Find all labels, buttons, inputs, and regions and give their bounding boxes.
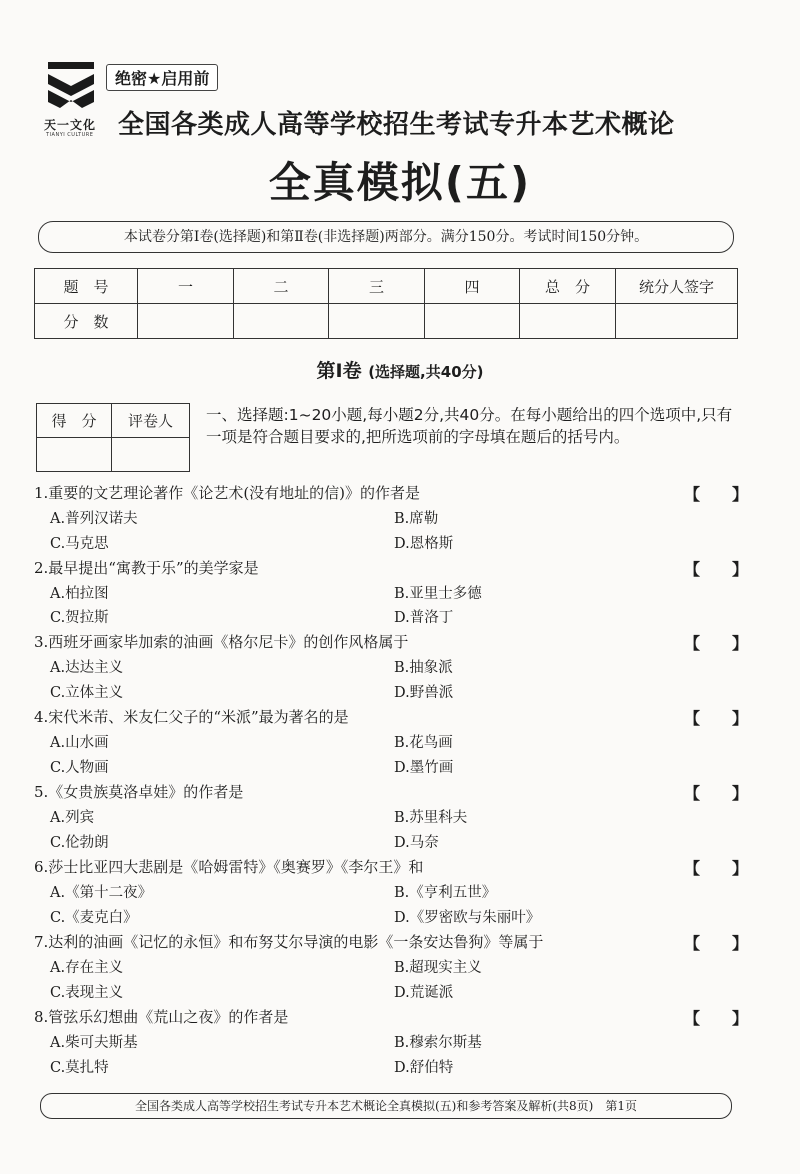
score-table-header-cell: 总 分	[520, 269, 616, 304]
answer-bracket: 【 】	[684, 709, 749, 728]
section-title-sub: (选择题,共40分)	[368, 363, 484, 381]
question-text: 8.管弦乐幻想曲《荒山之夜》的作者是	[34, 1008, 289, 1026]
option-a: A.达达主义	[50, 660, 124, 676]
section-title-main: 第Ⅰ卷	[316, 360, 362, 382]
score-cell	[520, 304, 616, 339]
option-b: B.超现实主义	[394, 960, 482, 976]
question-text: 1.重要的文艺理论著作《论艺术(没有地址的信)》的作者是	[34, 484, 421, 502]
option-a: A.列宾	[50, 810, 95, 826]
score-cell	[425, 304, 520, 339]
option-c: C.表现主义	[50, 985, 124, 1001]
question-text: 3.西班牙画家毕加索的油画《格尔尼卡》的创作风格属于	[34, 633, 409, 651]
page-footer: 全国各类成人高等学校招生考试专升本艺术概论全真模拟(五)和参考答案及解析(共8页) 第1页	[40, 1093, 732, 1119]
exam-series-title: 全国各类成人高等学校招生考试专升本艺术概论	[118, 110, 675, 140]
option-c: C.贺拉斯	[50, 610, 109, 626]
option-b: B.《亨利五世》	[394, 885, 497, 901]
option-b: B.穆索尔斯基	[394, 1035, 482, 1051]
option-c: C.伦勃朗	[50, 835, 109, 851]
score-cell	[138, 304, 234, 339]
option-a: A.存在主义	[50, 960, 124, 976]
answer-bracket: 【 】	[684, 634, 749, 653]
option-d: D.舒伯特	[394, 1060, 454, 1076]
option-c: C.马克思	[50, 536, 109, 552]
option-d: D.马奈	[394, 835, 439, 851]
score-table-header-cell: 统分人签字	[616, 269, 738, 304]
option-d: D.《罗密欧与朱丽叶》	[394, 910, 541, 926]
section-title	[0, 356, 800, 383]
score-table-header-row	[35, 269, 738, 304]
score-cell	[616, 304, 738, 339]
grader-name-cell	[112, 438, 190, 472]
option-a: A.柏拉图	[50, 586, 109, 602]
option-d: D.野兽派	[394, 685, 454, 701]
answer-bracket: 【 】	[684, 784, 749, 803]
option-a: A.山水画	[50, 735, 109, 751]
section-instructions: 一、选择题:1~20小题,每小题2分,共40分。在每小题给出的四个选项中,只有一项是符合题目要求的,把所选项前的字母填在题后的括号内。	[206, 406, 733, 446]
score-table-header-cell: 一	[138, 269, 234, 304]
option-a: A.普列汉诺夫	[50, 511, 138, 527]
option-a: A.柴可夫斯基	[50, 1035, 138, 1051]
score-table	[34, 268, 738, 339]
answer-bracket: 【 】	[684, 485, 749, 504]
question-text: 4.宋代米芾、米友仁父子的“米派”最为著名的是	[34, 708, 349, 726]
score-row-label: 分 数	[35, 304, 138, 339]
option-d: D.荒诞派	[394, 985, 454, 1001]
option-c: C.莫扎特	[50, 1060, 109, 1076]
question-text: 6.莎士比亚四大悲剧是《哈姆雷特》《奥赛罗》《李尔王》和	[34, 858, 424, 876]
option-d: D.普洛丁	[394, 610, 454, 626]
option-b: B.花鸟画	[394, 735, 453, 751]
score-table-header-cell: 题 号	[35, 269, 138, 304]
logo-name: 天一文化	[44, 118, 97, 132]
option-b: B.苏里科夫	[394, 810, 468, 826]
option-c: C.《麦克白》	[50, 910, 138, 926]
grader-score-label: 得 分	[37, 404, 112, 438]
score-table-header-cell: 三	[329, 269, 425, 304]
page-title: 全真模拟(五)	[268, 158, 532, 207]
score-table-header-cell: 二	[234, 269, 329, 304]
confidential-label: 绝密★启用前	[106, 64, 218, 91]
logo-subtitle: TIANYI CULTURE	[46, 132, 94, 138]
option-d: D.墨竹画	[394, 760, 454, 776]
score-cell	[329, 304, 425, 339]
answer-bracket: 【 】	[684, 560, 749, 579]
question-text: 5.《女贵族莫洛卓娃》的作者是	[34, 783, 244, 801]
score-cell	[234, 304, 329, 339]
question-text: 7.达利的油画《记忆的永恒》和布努艾尔导演的电影《一条安达鲁狗》等属于	[34, 933, 544, 951]
grader-score-cell	[37, 438, 112, 472]
option-b: B.席勒	[394, 511, 439, 527]
answer-bracket: 【 】	[684, 934, 749, 953]
option-c: C.人物画	[50, 760, 109, 776]
grader-name-label: 评卷人	[112, 404, 190, 438]
answer-bracket: 【 】	[684, 1009, 749, 1028]
exam-info-box: 本试卷分第Ⅰ卷(选择题)和第Ⅱ卷(非选择题)两部分。满分150分。考试时间150分钟。	[38, 221, 734, 253]
option-b: B.亚里士多德	[394, 586, 482, 602]
score-table-score-row	[35, 304, 738, 339]
option-c: C.立体主义	[50, 685, 124, 701]
answer-bracket: 【 】	[684, 859, 749, 878]
option-b: B.抽象派	[394, 660, 453, 676]
grader-table	[36, 403, 190, 472]
option-a: A.《第十二夜》	[50, 885, 153, 901]
score-table-header-cell: 四	[425, 269, 520, 304]
option-d: D.恩格斯	[394, 536, 454, 552]
question-text: 2.最早提出“寓教于乐”的美学家是	[34, 559, 259, 577]
